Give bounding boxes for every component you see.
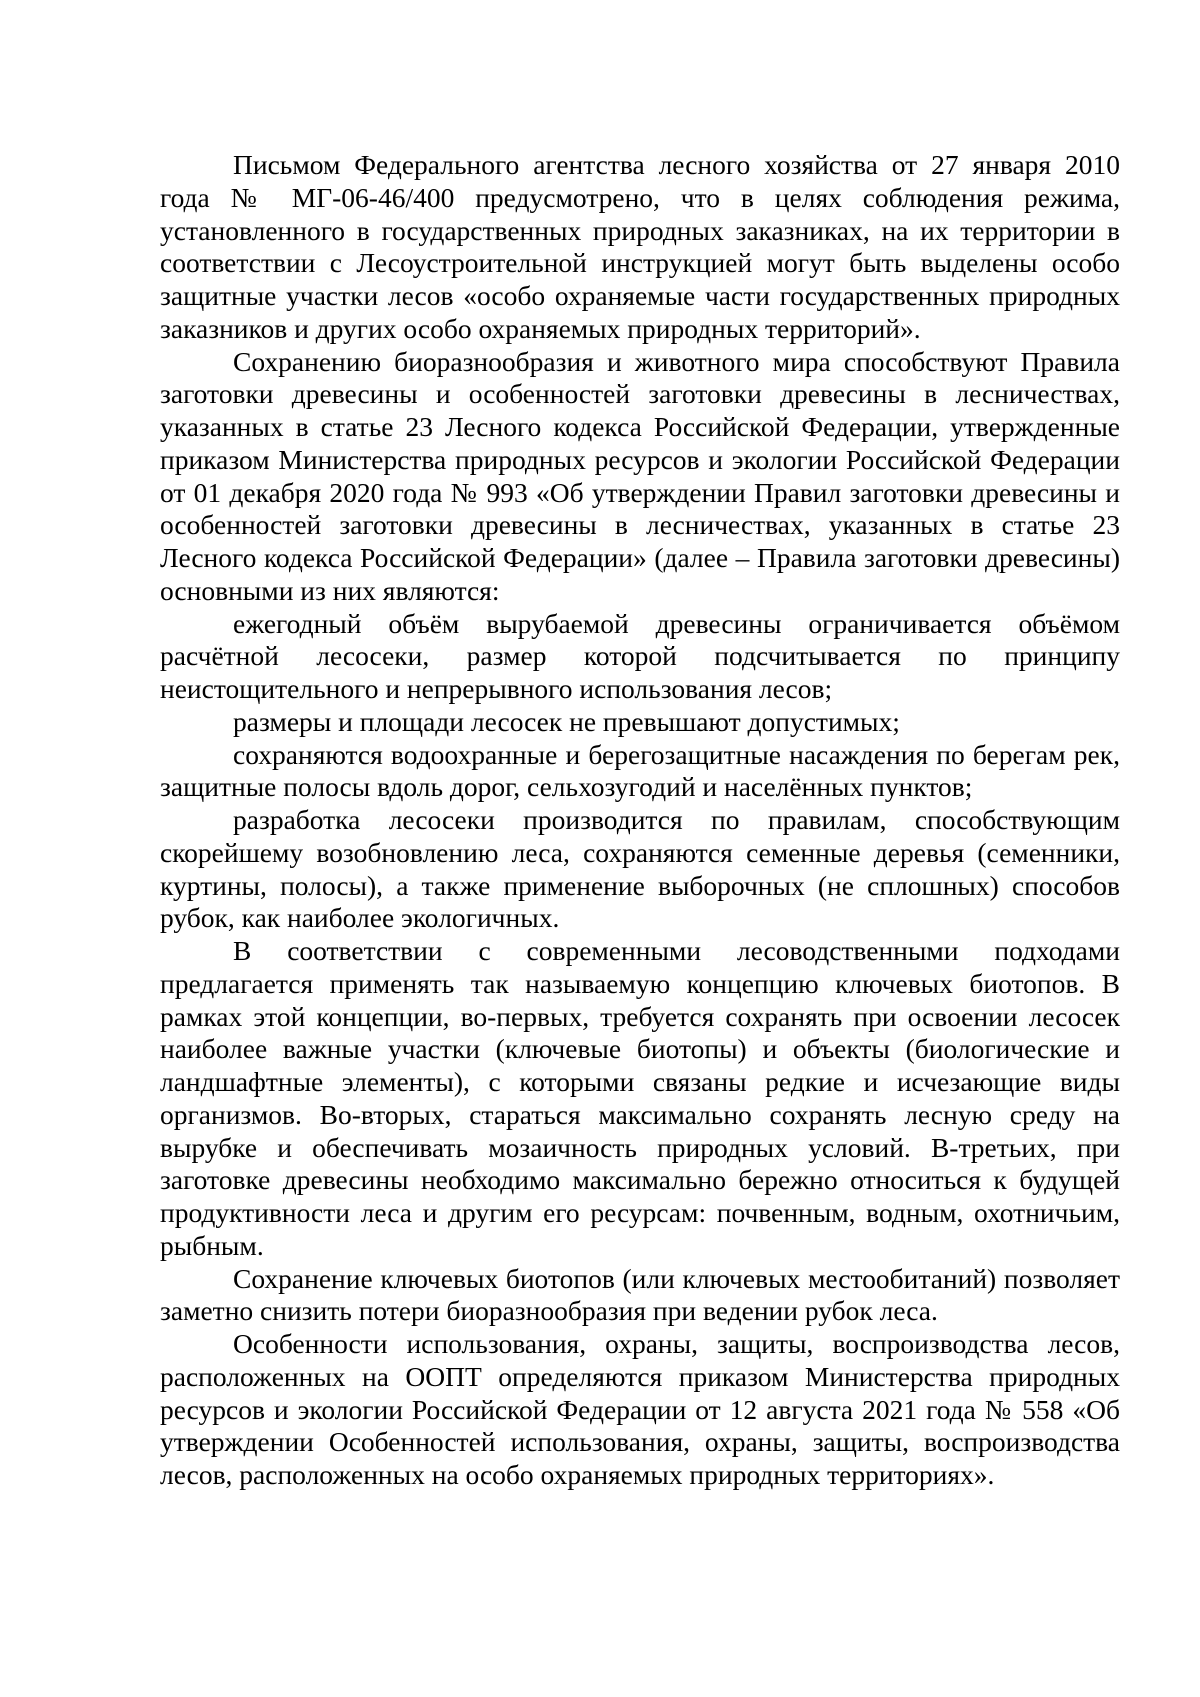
paragraph-logging-rules: Сохранению биоразнообразия и животного мира способствуют Правила заготовки древесины и особенностей заготовки древесины в лесничествах, указанных в статье 23 Лесного кодекса Российской Федерации, утвержденные приказом Министерства природных ресурсов и экологии Российской Федерации от 01 декабря 2020 года № 993 «Об утверждении Правил заготовки древесины и особенностей заготовки древесины в лесничествах, указанных в статье 23 Лесного кодекса Российской Федерации» (далее – Правила заготовки древесины) основными из них являются: [160, 345, 1120, 606]
list-item-protective-stands: сохраняются водоохранные и берегозащитные насаждения по берегам рек, защитные полосы вдоль дорог, сельхозугодий и населённых пунктов; [160, 738, 1120, 803]
document-body [160, 149, 1120, 1492]
paragraph-key-biotopes-concept: В соответствии с современными лесоводственными подходами предлагается применять так называемую концепцию ключевых биотопов. В рамках этой концепции, во-первых, требуется сохранять при освоении лесосек наиболее важные участки (ключевые биотопы) и объекты (биологические и ландшафтные элементы), с которыми связаны редкие и исчезающие виды организмов. Во-вторых, стараться максимально сохранять лесную среду на вырубке и обеспечивать мозаичность природных условий. В-третьих, при заготовке древесины необходимо максимально бережно относиться к будущей продуктивности леса и другим его ресурсам: почвенным, водным, охотничьим, рыбным. [160, 935, 1120, 1261]
list-item-regeneration: разработка лесосеки производится по правилам, способствующим скорейшему возобновлению леса, сохраняются семенные деревья (семенники, куртины, полосы), а также применение выборочных (не сплошных) способов рубок, как наиболее экологичных. [160, 804, 1120, 934]
paragraph-key-biotopes-preservation: Сохранение ключевых биотопов (или ключевых местообитаний) позволяет заметно снизить потери биоразнообразия при ведении рубок леса. [160, 1262, 1120, 1327]
paragraph-letter-reference: Письмом Федерального агентства лесного хозяйства от 27 января 2010 года № МГ-06-46/400 предусмотрено, что в целях соблюдения режима, установленного в государственных природных заказниках, на их территории в соответствии с Лесоустроительной инструкцией могут быть выделены особо защитные участки лесов «особо охраняемые части государственных природных заказников и других особо охраняемых природных территорий». [160, 149, 1120, 344]
list-item-annual-volume: ежегодный объём вырубаемой древесины ограничивается объёмом расчётной лесосеки, размер которой подсчитывается по принципу неистощительного и непрерывного использования лесов; [160, 607, 1120, 704]
list-item-cutting-area-size: размеры и площади лесосек не превышают допустимых; [233, 705, 900, 737]
paragraph-protected-areas-order: Особенности использования, охраны, защиты, воспроизводства лесов, расположенных на ООПТ определяются приказом Министерства природных ресурсов и экологии Российской Федерации от 12 августа 2021 года № 558 «Об утверждении Особенностей использования, охраны, защиты, воспроизводства лесов, расположенных на особо охраняемых природных территориях». [160, 1328, 1120, 1490]
